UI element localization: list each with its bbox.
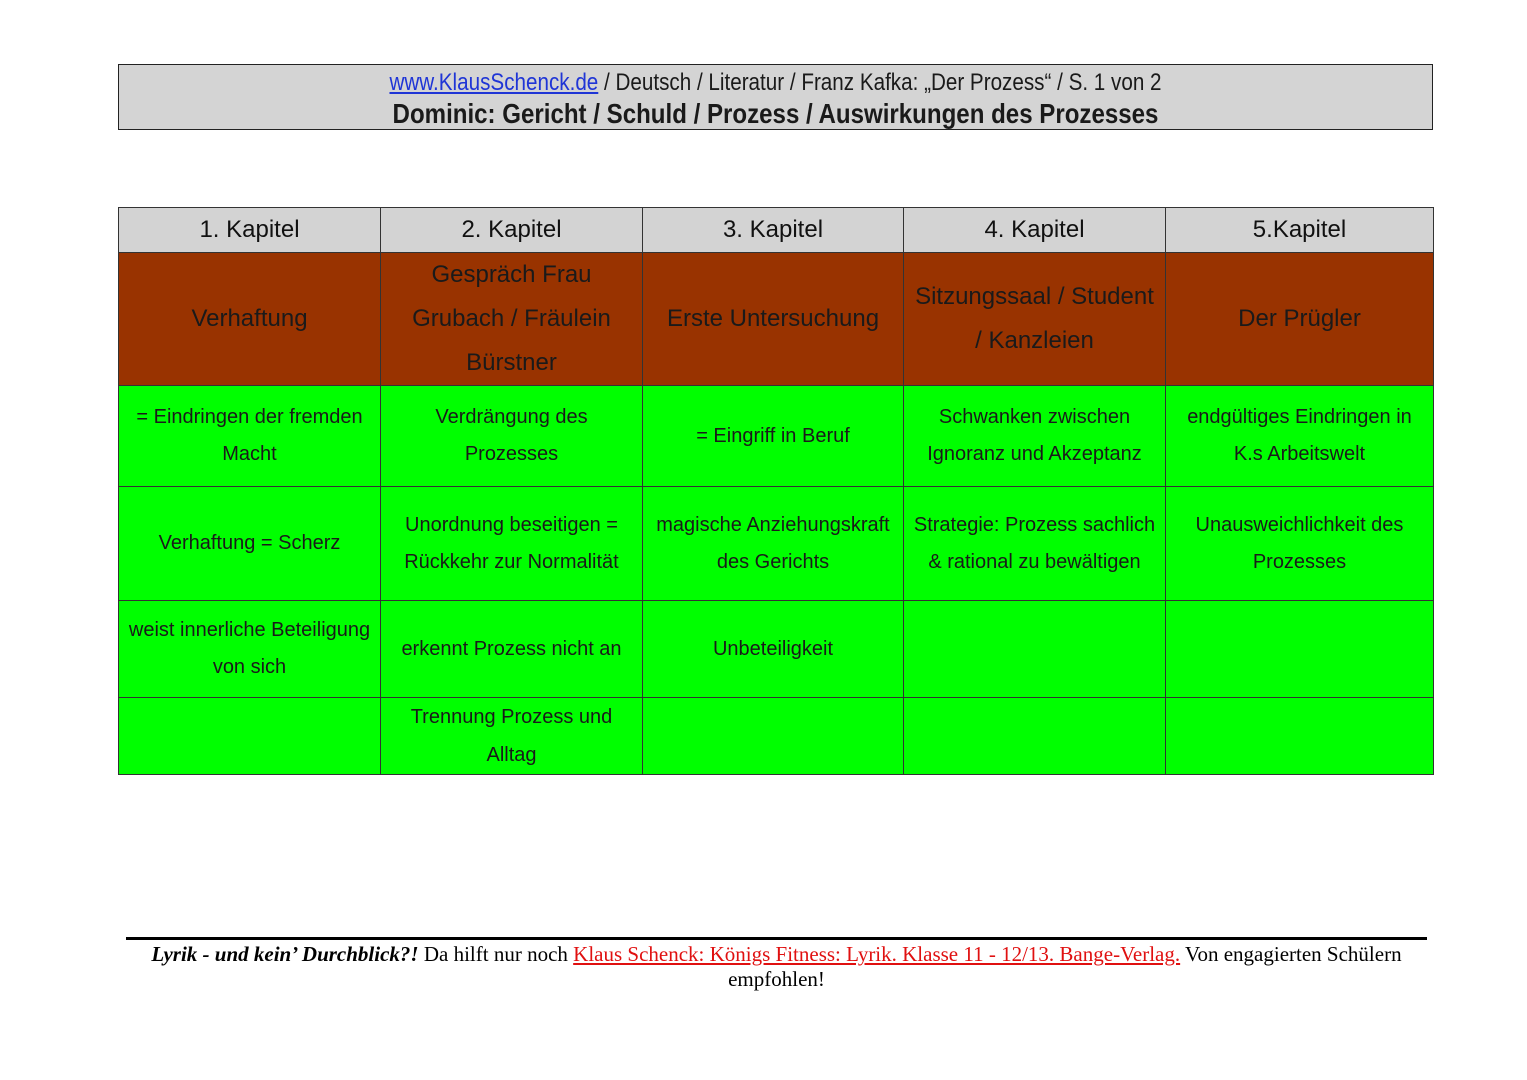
table-cell: weist innerliche Beteiligung von sich [119,601,381,698]
table-cell [904,698,1166,775]
table-cell: = Eindringen der fremden Macht [119,386,381,487]
header-cell: 3. Kapitel [643,208,904,253]
breadcrumb-path: / Deutsch / Literatur / Franz Kafka: „Der Prozess“ / S. 1 von 2 [598,69,1162,96]
table-row [119,698,1434,775]
header-cell: 1. Kapitel [119,208,381,253]
theme-cell: Erste Untersuchung [643,253,904,386]
theme-cell: Gespräch Frau Grubach / Fräulein Bürstner [381,253,643,386]
header-cell: 4. Kapitel [904,208,1166,253]
table-row [119,601,1434,698]
table-cell: magische Anziehungskraft des Gerichts [643,487,904,601]
table-cell: Unbeteiligkeit [643,601,904,698]
table-cell [643,698,904,775]
theme-cell: Der Prügler [1166,253,1434,386]
theme-row [119,253,1434,386]
header-breadcrumb [211,68,1340,98]
table-cell [1166,601,1434,698]
page-title: Dominic: Gericht / Schuld / Prozess / Auswirkungen des Prozesses [392,98,1159,129]
table-cell: Verdrängung des Prozesses [381,386,643,487]
header-cell: 2. Kapitel [381,208,643,253]
chapter-table [118,207,1434,775]
table-cell: Unordnung beseitigen = Rückkehr zur Normalität [381,487,643,601]
table-cell [119,698,381,775]
footer-divider [126,937,1427,940]
footer-note [126,942,1427,992]
table-cell: erkennt Prozess nicht an [381,601,643,698]
theme-cell: Verhaftung [119,253,381,386]
table-cell: Unausweichlichkeit des Prozesses [1166,487,1434,601]
table-cell: = Eingriff in Beruf [643,386,904,487]
table-cell [1166,698,1434,775]
page-header [118,64,1433,130]
table-cell: Trennung Prozess und Alltag [381,698,643,775]
table-header-row [119,208,1434,253]
table-cell [904,601,1166,698]
table-row [119,386,1434,487]
table-row [119,487,1434,601]
theme-cell: Sitzungssaal / Student / Kanzleien [904,253,1166,386]
site-link[interactable]: www.KlausSchenck.de [389,69,599,96]
footer-text-1: Da hilft nur noch [418,942,574,966]
table-cell: endgültiges Eindringen in K.s Arbeitswelt [1166,386,1434,487]
table-cell: Strategie: Prozess sachlich & rational zu bewältigen [904,487,1166,601]
table-cell: Schwanken zwischen Ignoranz und Akzeptanz [904,386,1166,487]
footer-text-2: Von engagierten Schülern empfohlen! [728,942,1402,991]
footer-book-link[interactable]: Klaus Schenck: Königs Fitness: Lyrik. Klasse 11 - 12/13. Bange-Verlag. [573,942,1181,966]
table-cell: Verhaftung = Scherz [119,487,381,601]
footer-lead: Lyrik - und kein’ Durchblick?! [151,942,419,966]
header-cell: 5.Kapitel [1166,208,1434,253]
